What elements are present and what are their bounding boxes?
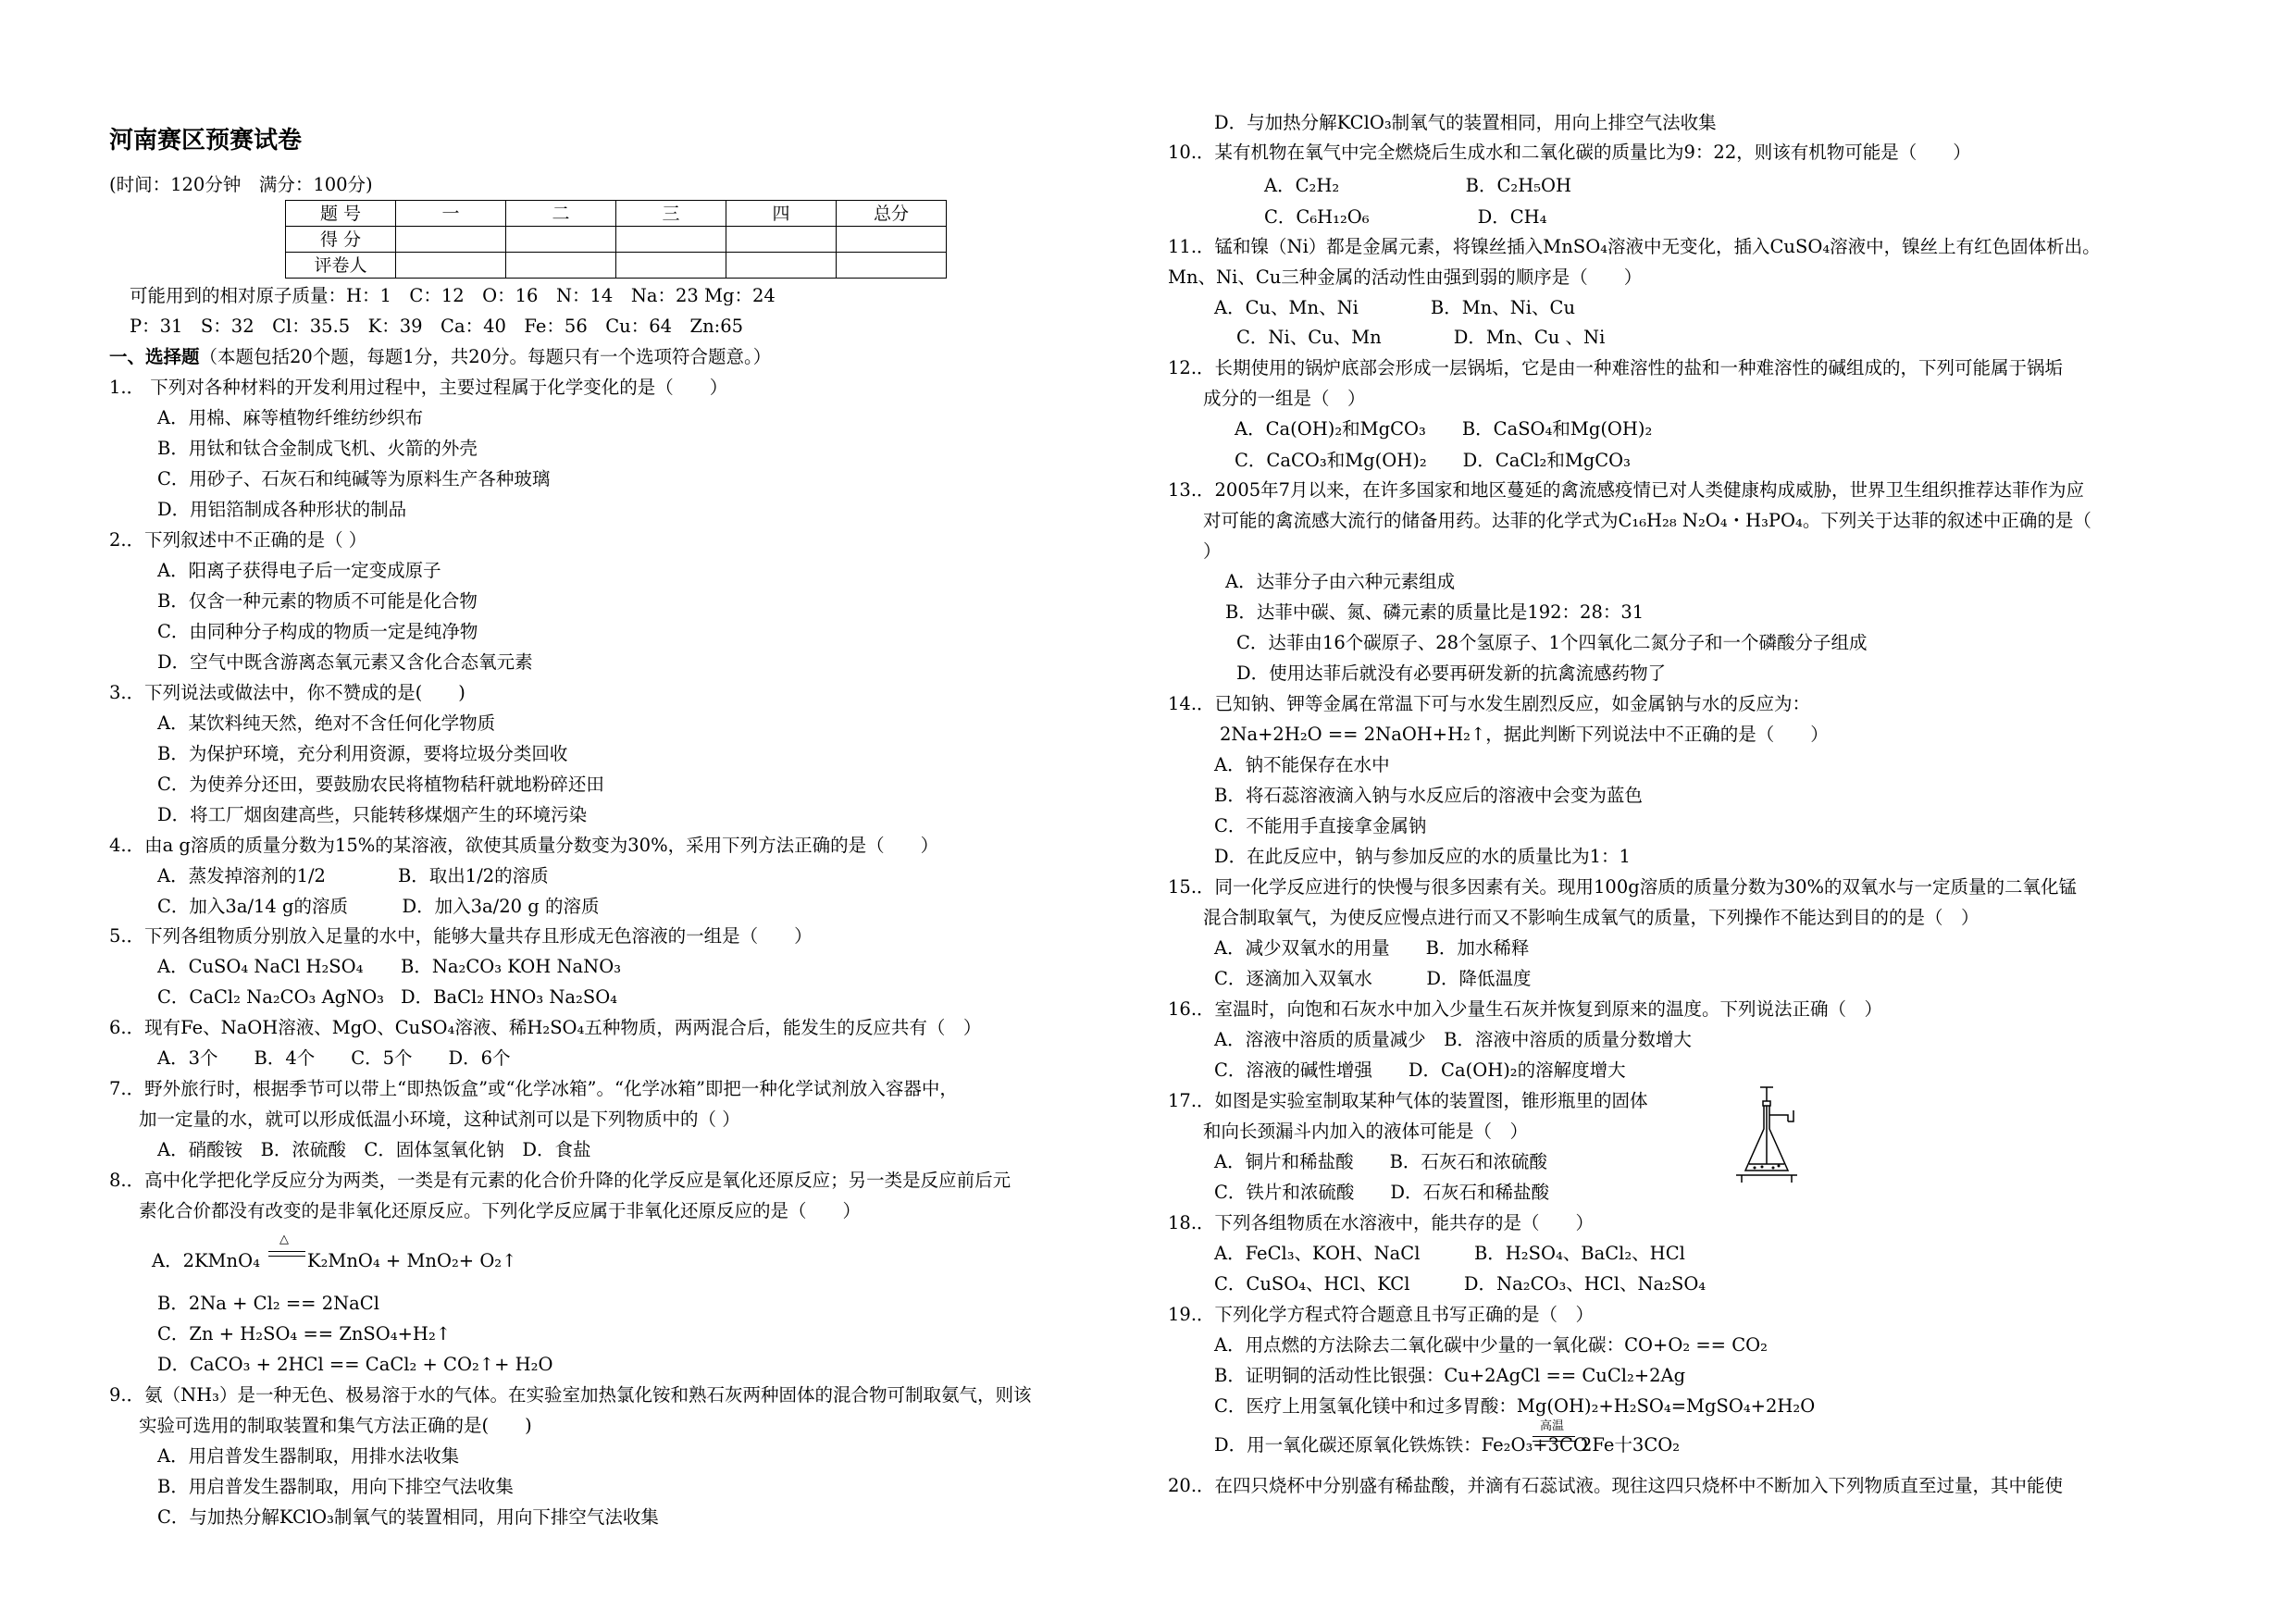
question-line: A．某饮料纯天然，绝对不含任何化学物质 <box>157 712 496 734</box>
question-line: 4.．由a g溶质的质量分数为15%的某溶液，欲使其质量分数变为30%，采用下列方法正确的是（ ） <box>109 835 939 856</box>
question-line: D．使用达菲后就没有必要再研发新的抗禽流感药物了 <box>1236 663 1667 684</box>
table-cell[interactable] <box>726 253 837 279</box>
question-line: 15.．同一化学反应进行的快慢与很多因素有关。现用100g溶质的质量分数为30%的双氧水与一定质量的二氧化锰 <box>1168 876 2078 898</box>
question-line: D．将工厂烟囱建高些，只能转移煤烟产生的环境污染 <box>157 804 588 825</box>
question-line: A．蒸发掉溶剂的1/2 B．取出1/2的溶质 <box>157 865 549 886</box>
question-line: 14.．已知钠、钾等金属在常温下可与水发生剧烈反应，如金属钠与水的反应为： <box>1168 693 1811 714</box>
question-line: 2.．下列叙述中不正确的是（ ） <box>109 529 367 551</box>
exam-title: 河南赛区预赛试卷 <box>109 127 303 155</box>
question-line: A．铜片和稀盐酸 B．石灰石和浓硫酸 <box>1214 1151 1547 1172</box>
q6-stem: 6.．现有Fe、NaOH溶液、MgO、CuSO₄溶液、稀H₂SO₄五种物质，两两混合后，能发生的反应共有（ ） <box>109 1017 982 1038</box>
q5-option-c: C．CaCl₂ Na₂CO₃ AgNO₃ <box>157 986 384 1008</box>
question-line: 12.．长期使用的锅炉底部会形成一层锅垢，它是由一种难溶性的盐和一种难溶性的碱组成的，下列可能属于锅垢 <box>1168 357 2064 378</box>
table-cell[interactable] <box>726 227 837 253</box>
table-row <box>286 227 947 253</box>
q5-option-d: D．BaCl₂ HNO₃ Na₂SO₄ <box>401 986 618 1008</box>
question-line: D．用铝箔制成各种形状的制品 <box>157 499 407 520</box>
question-line: 3.．下列说法或做法中，你不赞成的是( ) <box>109 682 465 703</box>
table-cell: 题 号 <box>286 201 396 227</box>
question-line: A．减少双氧水的用量 B．加水稀释 <box>1214 937 1530 959</box>
table-cell: 总分 <box>837 201 947 227</box>
heat-symbol: △ <box>279 1233 289 1246</box>
table-cell[interactable] <box>837 227 947 253</box>
q7-stem-line2: 加一定量的水，就可以形成低温小环境，这种试剂可以是下列物质中的（ ） <box>139 1109 740 1130</box>
table-cell: 三 <box>616 201 726 227</box>
question-line: A．C₂H₂ B．C₂H₅OH <box>1264 175 1572 196</box>
question-line: C．C₆H₁₂O₆ D．CH₄ <box>1264 206 1547 228</box>
q6-options: A．3个 B．4个 C．5个 D．6个 <box>157 1047 511 1069</box>
q9-option-a: A．用启普发生器制取，用排水法收集 <box>157 1445 460 1467</box>
question-line: C．Ni、Cu、Mn D．Mn、Cu 、Ni <box>1236 327 1606 348</box>
question-line: C．为使养分还田，要鼓励农民将植物秸秆就地粉碎还田 <box>157 774 604 795</box>
section1-instructions: （本题包括20个题，每题1分，共20分。每题只有一个选项符合题意。） <box>199 346 772 367</box>
table-cell[interactable] <box>506 227 616 253</box>
question-line: 17.．如图是实验室制取某种气体的装置图，锥形瓶里的固体 <box>1168 1090 1648 1111</box>
table-cell: 二 <box>506 201 616 227</box>
q5-option-b: B．Na₂CO₃ KOH NaNO₃ <box>401 956 622 977</box>
question-line: C．加入3a/14 g的溶质 D．加入3a/20 g 的溶质 <box>157 896 600 917</box>
q8-option-a-right: K₂MnO₄ + MnO₂+ O₂↑ <box>307 1250 517 1271</box>
table-cell[interactable] <box>837 253 947 279</box>
exam-subtitle: (时间：120分钟 满分：100分) <box>109 174 373 195</box>
q9-option-d: D．与加热分解KClO₃制氧气的装置相同，用向上排空气法收集 <box>1214 112 1717 133</box>
table-cell[interactable] <box>616 253 726 279</box>
question-line: C．医疗上用氢氧化镁中和过多胃酸：Mg(OH)₂+H₂SO₄=MgSO₄+2H₂O <box>1214 1395 1816 1417</box>
question-line: A．钠不能保存在水中 <box>1214 754 1390 775</box>
question-line: C．达菲由16个碳原子、28个氢原子、1个四氧化二氮分子和一个磷酸分子组成 <box>1236 632 1868 653</box>
table-row <box>286 201 947 227</box>
question-line: 对可能的禽流感大流行的储备用药。达菲的化学式为C₁₆H₂₈ N₂O₄・H₃PO₄。下列关于达菲的叙述中正确的是（ <box>1203 510 2091 531</box>
table-cell: 评卷人 <box>286 253 396 279</box>
question-line: 成分的一组是（ ） <box>1203 388 1366 409</box>
q5-stem: 5.．下列各组物质分别放入足量的水中，能够大量共存且形成无色溶液的一组是（ ） <box>109 925 813 947</box>
q9-option-b: B．用启普发生器制取，用向下排空气法收集 <box>157 1476 514 1497</box>
table-cell: 一 <box>396 201 506 227</box>
q8-option-d: D．CaCO₃ + 2HCl == CaCl₂ + CO₂↑+ H₂O <box>157 1354 553 1375</box>
question-line: D．空气中既含游离态氧元素又含化合态氧元素 <box>157 651 533 673</box>
atomic-masses-line2: P：31 S：32 Cl：35.5 K：39 Ca：40 Fe：56 Cu：64 Zn:65 <box>130 316 744 337</box>
question-line: 13.．2005年7月以来，在许多国家和地区蔓延的禽流感疫情已对人类健康构成威胁，世界卫生组织推荐达菲作为应 <box>1168 479 2085 501</box>
question-line: A．用棉、麻等植物纤维纺纱织布 <box>157 407 424 428</box>
q9-stem-line2: 实验可选用的制取装置和集气方法正确的是( ) <box>139 1415 532 1436</box>
question-line: B．证明铜的活动性比银强：Cu+2AgCl == CuCl₂+2Ag <box>1214 1365 1686 1386</box>
q8-option-a-left: A．2KMnO₄ <box>152 1250 260 1271</box>
question-line: 19.．下列化学方程式符合题意且书写正确的是（ ） <box>1168 1304 1595 1325</box>
question-line: A．用点燃的方法除去二氧化碳中少量的一氧化碳：CO+O₂ == CO₂ <box>1214 1334 1768 1356</box>
table-cell[interactable] <box>616 227 726 253</box>
conical-flask-apparatus-icon <box>1732 1083 1806 1184</box>
high-temperature-condition: 高温 <box>1540 1419 1565 1433</box>
table-row <box>286 253 947 279</box>
question-line: 1.． 下列对各种材料的开发利用过程中，主要过程属于化学变化的是（ ） <box>109 377 728 398</box>
question-line: B．将石蕊溶液滴入钠与水反应后的溶液中会变为蓝色 <box>1214 785 1643 806</box>
table-cell[interactable] <box>396 253 506 279</box>
question-line: A．Ca(OH)₂和MgCO₃ B．CaSO₄和Mg(OH)₂ <box>1235 418 1653 440</box>
question-line: A．阳离子获得电子后一定变成原子 <box>157 560 441 581</box>
q8-stem-line1: 8.．高中化学把化学反应分为两类，一类是有元素的化合价升降的化学反应是氧化还原反应；另一类是反应前后元 <box>109 1170 1011 1191</box>
question-line: Mn、Ni、Cu三种金属的活动性由强到弱的顺序是（ ） <box>1168 266 1643 288</box>
question-line: 11.．锰和镍（Ni）都是金属元素，将镍丝插入MnSO₄溶液中无变化，插入CuSO₄溶液中，镍丝上有红色固体析出。 <box>1168 236 2101 257</box>
question-line: 10.．某有机物在氧气中完全燃烧后生成水和二氧化碳的质量比为9：22，则该有机物可能是（ ） <box>1168 142 1971 163</box>
question-line: C．CuSO₄、HCl、KCl D．Na₂CO₃、HCl、Na₂SO₄ <box>1214 1273 1706 1295</box>
question-line: B．达菲中碳、氮、磷元素的质量比是192：28：31 <box>1225 601 1644 623</box>
reaction-equals-bar <box>268 1251 305 1257</box>
reaction-equals-bar <box>1533 1436 1575 1442</box>
question-line: C．用砂子、石灰石和纯碱等为原料生产各种玻璃 <box>157 468 551 489</box>
table-cell: 得 分 <box>286 227 396 253</box>
question-line: C．CaCO₃和Mg(OH)₂ D．CaCl₂和MgCO₃ <box>1235 450 1631 471</box>
q7-stem-line1: 7.．野外旅行时，根据季节可以带上“即热饭盒”或“化学冰箱”。“化学冰箱”即把一种化学试剂放入容器中， <box>109 1078 958 1099</box>
q9-stem-line1: 9.．氨（NH₃）是一种无色、极易溶于水的气体。在实验室加热氯化铵和熟石灰两种固体的混合物可制取氨气，则该 <box>109 1384 1032 1406</box>
q19-option-d-right: 2Fe十3CO₂ <box>1581 1434 1681 1456</box>
question-line: C．不能用手直接拿金属钠 <box>1214 815 1427 836</box>
question-line: A．溶液中溶质的质量减少 B．溶液中溶质的质量分数增大 <box>1214 1029 1692 1050</box>
question-line: C．逐滴加入双氧水 D．降低温度 <box>1214 968 1532 989</box>
question-line: 2Na+2H₂O == 2NaOH+H₂↑，据此判断下列说法中不正确的是（ ） <box>1220 724 1829 745</box>
q20-stem: 20.．在四只烧杯中分别盛有稀盐酸，并滴有石蕊试液。现往这四只烧杯中不断加入下列物质直至过量，其中能使 <box>1168 1475 2064 1496</box>
question-line: B．用钛和钛合金制成飞机、火箭的外壳 <box>157 438 478 459</box>
question-line: ） <box>1203 540 1222 562</box>
table-cell: 四 <box>726 201 837 227</box>
question-line: A．FeCl₃、KOH、NaCl B．H₂SO₄、BaCl₂、HCl <box>1214 1243 1685 1264</box>
question-line: D．在此反应中，钠与参加反应的水的质量比为1：1 <box>1214 846 1631 867</box>
question-line: A．Cu、Mn、Ni B．Mn、Ni、Cu <box>1214 297 1576 318</box>
section1-heading <box>109 346 771 368</box>
q19-option-d-left: D．用一氧化碳还原氧化铁炼铁：Fe₂O₃+3CO <box>1214 1434 1588 1456</box>
q7-options: A．硝酸铵 B．浓硫酸 C．固体氢氧化钠 D．食盐 <box>157 1139 591 1160</box>
q9-option-c: C．与加热分解KClO₃制氧气的装置相同，用向下排空气法收集 <box>157 1506 659 1528</box>
question-line: B．仅含一种元素的物质不可能是化合物 <box>157 590 478 612</box>
question-line: C．溶液的碱性增强 D．Ca(OH)₂的溶解度增大 <box>1214 1059 1626 1081</box>
question-line: C．铁片和浓硫酸 D．石灰石和稀盐酸 <box>1214 1182 1550 1203</box>
section1-label: 一、选择题 <box>109 346 200 367</box>
question-line: A．达菲分子由六种元素组成 <box>1225 571 1456 592</box>
table-cell[interactable] <box>506 253 616 279</box>
q8-stem-line2: 素化合价都没有改变的是非氧化还原反应。下列化学反应属于非氧化还原反应的是（ ） <box>139 1200 862 1221</box>
question-line: 混合制取氧气，为使反应慢点进行而又不影响生成氧气的质量，下列操作不能达到目的的是（ ） <box>1203 907 1980 928</box>
question-line: 和向长颈漏斗内加入的液体可能是（ ） <box>1203 1121 1529 1142</box>
question-line: 18.．下列各组物质在水溶液中，能共存的是（ ） <box>1168 1212 1595 1233</box>
score-table <box>285 200 947 279</box>
table-cell[interactable] <box>396 227 506 253</box>
question-line: C．由同种分子构成的物质一定是纯净物 <box>157 621 478 642</box>
atomic-masses-line1: 可能用到的相对原子质量：H：1 C：12 O：16 N：14 Na：23 Mg：24 <box>130 285 776 306</box>
q5-option-a: A．CuSO₄ NaCl H₂SO₄ <box>157 956 364 977</box>
question-line: B．为保护环境，充分利用资源，要将垃圾分类回收 <box>157 743 568 764</box>
q8-option-b: B．2Na + Cl₂ == 2NaCl <box>157 1293 379 1314</box>
question-line: 16.．室温时，向饱和石灰水中加入少量生石灰并恢复到原来的温度。下列说法正确（ ） <box>1168 998 1883 1020</box>
q8-option-c: C．Zn + H₂SO₄ == ZnSO₄+H₂↑ <box>157 1323 452 1344</box>
